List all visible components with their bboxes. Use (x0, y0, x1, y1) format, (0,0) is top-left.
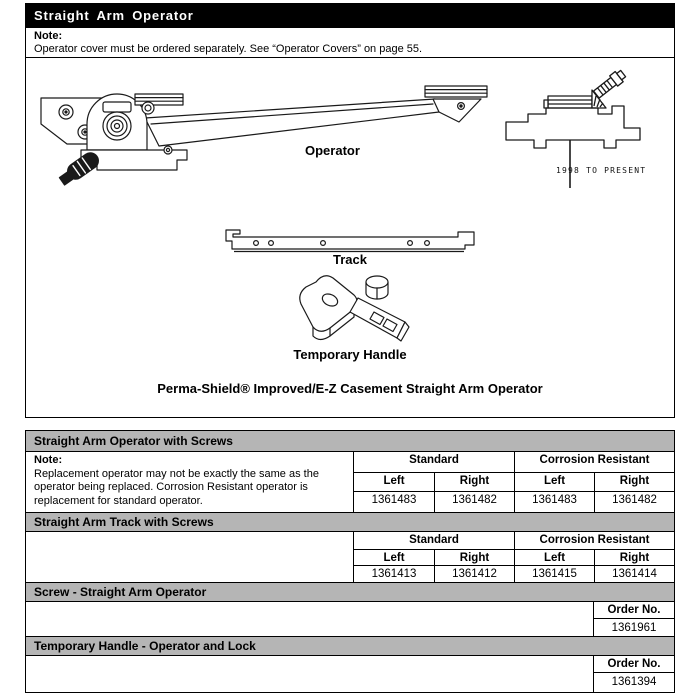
operator-part-grid (354, 452, 674, 512)
section-header-temporary-handle: Temporary Handle - Operator and Lock (25, 636, 675, 656)
operator-label: Operator (305, 143, 360, 158)
col-header: Left (514, 549, 594, 565)
top-note-label: Note: (34, 30, 63, 42)
operator-drawing (35, 66, 495, 194)
col-header: Left (354, 549, 434, 565)
section-body-track-with-screws (25, 531, 675, 583)
section-body-temporary-handle (25, 655, 675, 693)
group-header-corrosion-resistant: Corrosion Resistant (514, 452, 674, 472)
empty-cell (26, 532, 354, 582)
section-header-operator-with-screws: Straight Arm Operator with Screws (25, 430, 675, 452)
col-header: Right (434, 472, 514, 491)
replacement-note-text: Replacement operator may not be exactly the same as the operator being replaced. Corrosion Resistant operator is replacement for standard operator. (34, 467, 319, 507)
era-label: 1998 TO PRESENT (556, 166, 647, 175)
part-number: 1361961 (611, 622, 657, 634)
part-number: 1361414 (594, 565, 674, 582)
track-part-grid (354, 532, 674, 582)
frame-profile-drawing (500, 76, 660, 194)
col-header: Right (434, 549, 514, 565)
order-number-column (594, 602, 674, 636)
temporary-handle-drawing (288, 262, 423, 352)
part-number: 1361413 (354, 565, 434, 582)
order-number-column (594, 656, 674, 692)
group-header-corrosion-resistant: Corrosion Resistant (514, 532, 674, 549)
part-number: 1361394 (611, 676, 657, 688)
order-no-header: Order No. (594, 656, 674, 673)
part-number: 1361412 (434, 565, 514, 582)
replacement-note-cell (26, 452, 354, 512)
figure-caption: Perma-Shield® Improved/E-Z Casement Straight Arm Operator (157, 381, 543, 396)
replacement-note-label: Note: (34, 454, 63, 466)
top-note (25, 27, 675, 58)
section-body-operator-with-screws (25, 451, 675, 513)
temporary-handle-label: Temporary Handle (293, 347, 407, 362)
group-header-standard: Standard (409, 454, 459, 466)
part-number: 1361483 (514, 491, 594, 512)
parts-table (25, 430, 675, 693)
part-number: 1361415 (514, 565, 594, 582)
col-header: Right (594, 549, 674, 565)
section-body-screw-operator (25, 601, 675, 637)
group-header-standard: Standard (409, 534, 459, 546)
part-number: 1361483 (354, 491, 434, 512)
part-number: 1361482 (434, 491, 514, 512)
empty-cell (26, 656, 594, 692)
track-label: Track (333, 252, 367, 267)
section-header-track-with-screws: Straight Arm Track with Screws (25, 512, 675, 532)
order-no-header: Order No. (594, 602, 674, 619)
section-header-screw-operator: Screw - Straight Arm Operator (25, 582, 675, 602)
empty-cell (26, 602, 594, 636)
part-number: 1361482 (594, 491, 674, 512)
col-header: Left (354, 472, 434, 491)
top-note-text: Operator cover must be ordered separately. See “Operator Covers” on page 55. (34, 43, 423, 55)
page-title: Straight Arm Operator (25, 3, 675, 27)
col-header: Left (514, 472, 594, 491)
col-header: Right (594, 472, 674, 491)
